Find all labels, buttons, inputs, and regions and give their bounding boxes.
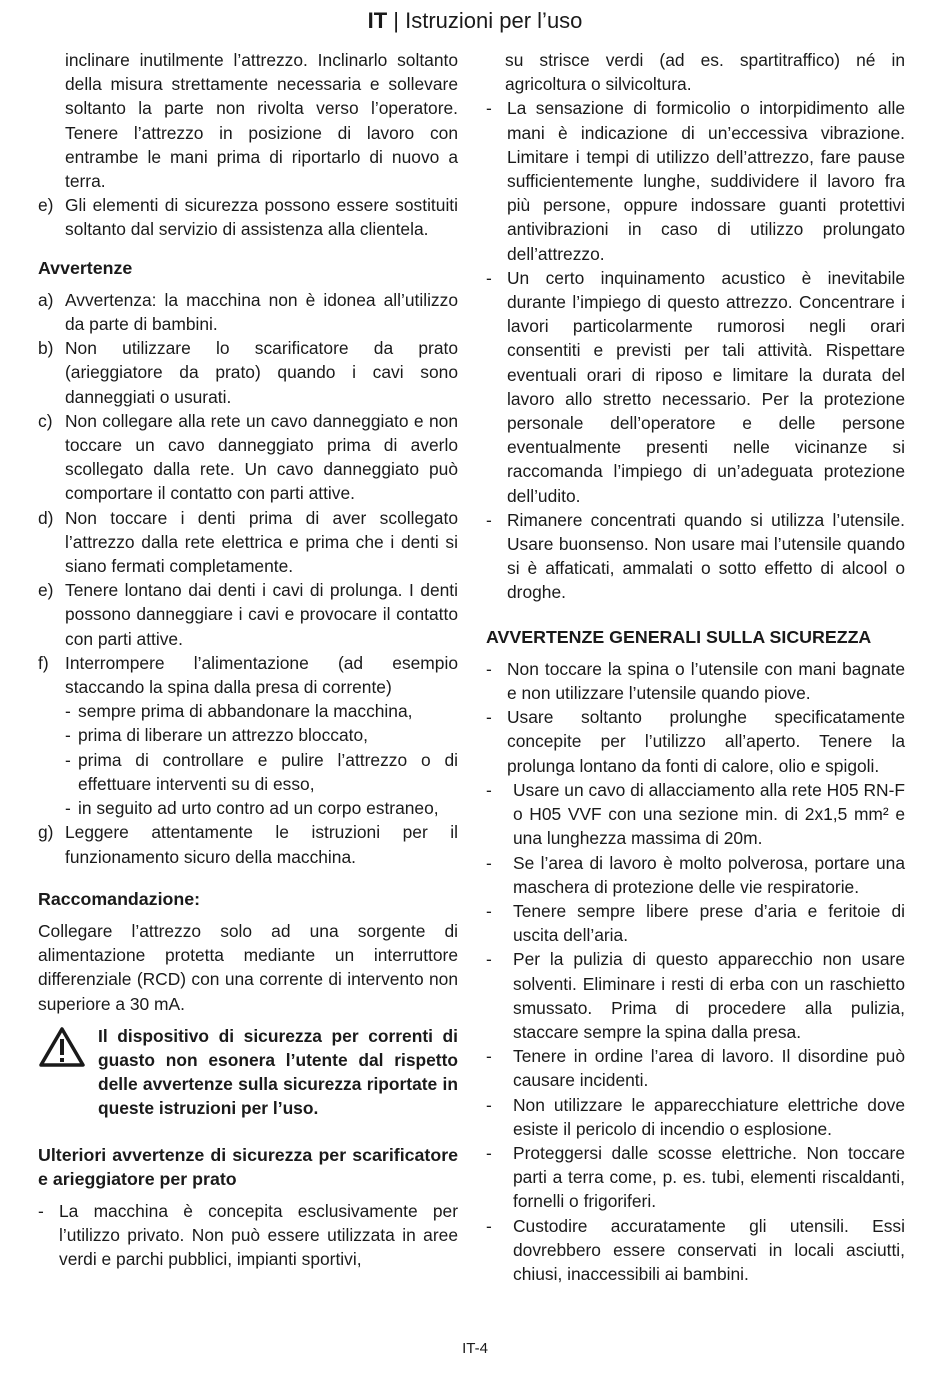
list-item xyxy=(486,947,905,1044)
list-item-text: Tenere in ordine l’area di lavoro. Il disordine può causare incidenti. xyxy=(513,1046,905,1091)
list-item-text: Tenere lontano dai denti i cavi di prolunga. I denti possono danneggiare i cavi e provocare il contatto con parti attive. xyxy=(65,580,458,649)
sub-list-item xyxy=(38,796,458,820)
list-item-text: Non collegare alla rete un cavo danneggiato e non toccare un cavo danneggiato prima di averlo scollegato dalla rete. Un cavo danneggiato può comportare il contatto con parti attive. xyxy=(65,410,458,504)
intro-item-e xyxy=(38,193,458,241)
list-item xyxy=(38,409,458,506)
list-marker: e) xyxy=(38,580,54,601)
list-item xyxy=(486,705,905,778)
ulteriori-heading: Ulteriori avvertenze di sicurezza per scarificatore e arieggiatore per prato xyxy=(38,1144,458,1189)
list-marker: e) xyxy=(38,195,54,216)
raccomandazione-heading: Raccomandazione: xyxy=(38,888,201,909)
left-column xyxy=(38,48,458,1272)
list-item xyxy=(38,651,458,699)
list-item xyxy=(486,851,905,899)
list-item xyxy=(38,820,458,868)
list-marker: - xyxy=(65,701,71,722)
list-item xyxy=(38,578,458,651)
header-separator: | xyxy=(393,8,399,33)
list-marker: g) xyxy=(38,822,54,843)
list-item xyxy=(486,1093,905,1141)
language-code: IT xyxy=(367,8,388,33)
avvertenze-list xyxy=(38,288,458,869)
list-item-text: Avvertenza: la macchina non è idonea all’utilizzo da parte di bambini. xyxy=(65,289,458,335)
list-marker: - xyxy=(65,749,71,770)
list-marker: - xyxy=(486,267,492,288)
sub-list-item xyxy=(38,699,458,723)
list-item-text: sempre prima di abbandonare la macchina, xyxy=(78,701,413,722)
list-item-text: La macchina è concepita esclusivamente per l’utilizzo privato. Non può essere utilizzata in aree verdi e parchi pubblici, impianti sportivi, xyxy=(59,1200,458,1270)
list-marker: - xyxy=(486,1142,492,1163)
list-item-text: La sensazione di formicolio o intorpidimento alle mani è indicazione di un’eccessiva vibrazione. Limitare i tempi di utilizzo dell’attrezzo, fare pause sufficientemente lunghe, suddividere il lavoro fra più persone, oppure indossare guanti protettivi antivibrazioni in caso di utilizzo prolungato dell’attrezzo. xyxy=(507,98,905,264)
list-marker: f) xyxy=(38,652,49,673)
list-item xyxy=(486,657,905,705)
list-item xyxy=(38,1199,458,1272)
list-marker: - xyxy=(486,98,492,119)
raccomandazione-paragraph: Collegare l’attrezzo solo ad una sorgente di alimentazione protetta mediante un interruttore differenziale (RCD) con una corrente di intervento non superiore a 30 mA. xyxy=(38,920,458,1014)
list-item-text: Custodire accuratamente gli utensili. Essi dovrebbero essere conservati in locali asciutti, chiusi, inaccessibili ai bambini. xyxy=(513,1215,905,1284)
list-item-text: Un certo inquinamento acustico è inevitabile durante l’impiego di questo attrezzo. Concentrare i lavori particolarmente rumorosi negli orari consentiti e previsti per tali attività. Rispettare eventuali orari di riposo e limitare la durata del lavoro allo stretto necessario. Per la protezione personale dell’operatore e delle persone eventualmente presenti nelle vicinanze si raccomanda l’impiego di un’adeguata protezione dell’udito. xyxy=(507,267,905,506)
list-item-text: Non utilizzare le apparecchiature elettriche dove esiste il pericolo di incendio o esplosione. xyxy=(513,1094,905,1139)
list-item xyxy=(486,266,905,508)
list-item-text: prima di liberare un attrezzo bloccato, xyxy=(78,725,368,746)
list-marker: c) xyxy=(38,410,53,431)
list-item xyxy=(486,508,905,605)
warning-icon xyxy=(38,1024,98,1121)
list-marker: - xyxy=(486,707,492,728)
list-item xyxy=(486,778,905,851)
list-marker: - xyxy=(486,900,492,921)
list-marker: - xyxy=(65,798,71,819)
list-item xyxy=(486,899,905,947)
list-item-text: Non toccare i denti prima di aver scollegato l’attrezzo dalla rete elettrica e prima che i denti si siano fermati completamente. xyxy=(65,507,458,577)
right-column xyxy=(486,48,905,1286)
list-marker: - xyxy=(486,1046,492,1067)
list-marker: d) xyxy=(38,507,54,528)
list-item xyxy=(38,506,458,579)
list-item-text: in seguito ad urto contro ad un corpo estraneo, xyxy=(78,798,439,819)
list-marker: - xyxy=(486,852,492,873)
list-marker: - xyxy=(486,1094,492,1115)
sub-list-item xyxy=(38,723,458,747)
list-item-text: Tenere sempre libere prese d’aria e feritoie di uscita dell’aria. xyxy=(513,900,905,946)
list-marker: - xyxy=(486,658,492,679)
warning-box xyxy=(38,1024,458,1121)
list-item-text: Proteggersi dalle scosse elettriche. Non toccare parti a terra come, p. es. tubi, elementi riscaldanti, fornelli o frigoriferi. xyxy=(513,1142,905,1212)
list-item-text: Usare un cavo di allacciamento alla rete H05 RN-F o H05 VVF con una sezione min. di 2x1,5 mm² e una lunghezza massima di 20m. xyxy=(513,779,905,849)
list-item xyxy=(486,1214,905,1287)
generali-heading: AVVERTENZE GENERALI SULLA SICUREZZA xyxy=(486,626,872,647)
list-marker: - xyxy=(486,779,492,800)
list-item-text: prima di controllare e pulire l’attrezzo o di effettuare interventi su di esso, xyxy=(78,749,458,794)
list-item xyxy=(486,96,905,265)
continuation-paragraph: su strisce verdi (ad es. spartitraffico) né in agricoltura o silvicoltura. xyxy=(505,50,905,95)
list-marker: - xyxy=(486,1215,492,1236)
page-header xyxy=(0,6,950,36)
list-item-text: Non utilizzare lo scarificatore da prato (arieggiatore da prato) quando i cavi sono danneggiati o usurati. xyxy=(65,338,458,407)
list-item xyxy=(486,1141,905,1214)
list-item xyxy=(38,288,458,336)
list-marker: b) xyxy=(38,338,54,359)
list-marker: - xyxy=(486,509,492,530)
list-item-text: Per la pulizia di questo apparecchio non usare solventi. Eliminare i resti di erba con un raschietto smussato. Prima di procedere alla pulizia, staccare sempre la spina dalla presa. xyxy=(513,949,905,1042)
list-marker: - xyxy=(65,725,71,746)
page-title: Istruzioni per l’uso xyxy=(405,8,583,33)
page-number: IT-4 xyxy=(462,1340,488,1357)
warning-text: Il dispositivo di sicurezza per correnti di guasto non esonera l’utente dal rispetto delle avvertenze sulla sicurezza riportate in queste istruzioni per l’uso. xyxy=(98,1025,458,1119)
sub-list-item xyxy=(38,748,458,796)
avvertenze-heading: Avvertenze xyxy=(38,257,133,278)
list-marker: - xyxy=(38,1200,44,1221)
list-marker: - xyxy=(486,949,492,970)
list-item-text: Interrompere l’alimentazione (ad esempio staccando la spina dalla presa di corrente) xyxy=(65,652,458,698)
list-item-text: Gli elementi di sicurezza possono essere sostituiti soltanto dal servizio di assistenza alla clientela. xyxy=(65,195,458,240)
intro-paragraph: inclinare inutilmente l’attrezzo. Inclinarlo soltanto della misura strettamente necessaria e sollevare soltanto la parte non rivolta verso l’operatore. Tenere l’attrezzo in posizione di lavoro con entrambe le mani prima di riportarlo di nuovo a terra. xyxy=(65,50,458,192)
list-item-text: Non toccare la spina o l’utensile con mani bagnate e non utilizzare l’utensile quando piove. xyxy=(507,658,905,704)
list-item-text: Usare soltanto prolunghe specificatamente concepite per l’utilizzo all’aperto. Tenere la prolunga lontano da fonti di calore, olio e spigoli. xyxy=(507,707,905,776)
list-item xyxy=(486,1044,905,1092)
list-item-text: Rimanere concentrati quando si utilizza l’utensile. Usare buonsenso. Non usare mai l’utensile quando si è affaticati, ammalati o sotto effetto di alcool o droghe. xyxy=(507,509,905,603)
list-item-text: Se l’area di lavoro è molto polverosa, portare una maschera di protezione delle vie respiratorie. xyxy=(513,852,905,897)
list-item-text: Leggere attentamente le istruzioni per il funzionamento sicuro della macchina. xyxy=(65,822,458,867)
list-item xyxy=(38,336,458,409)
list-marker: a) xyxy=(38,289,54,310)
